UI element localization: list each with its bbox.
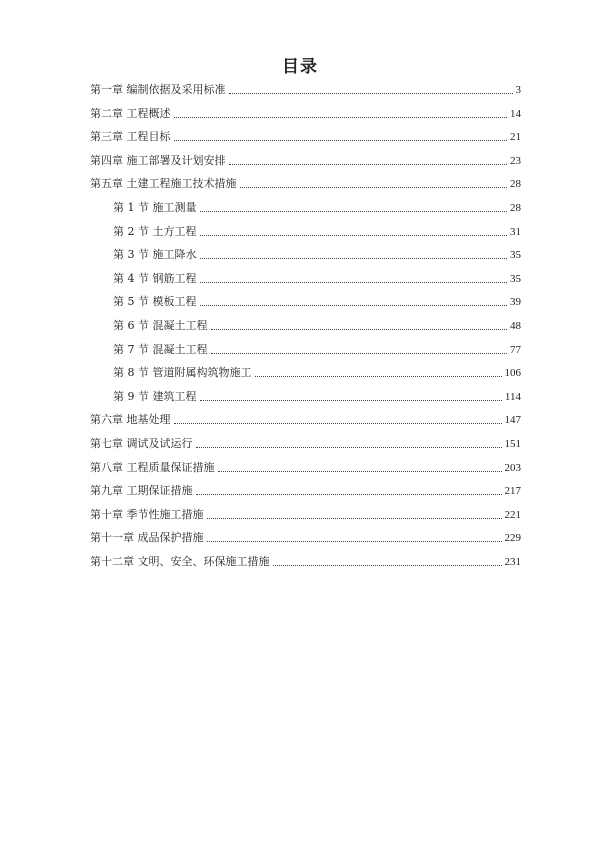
dot-leader — [240, 187, 508, 188]
toc-title: 目录 — [282, 57, 318, 77]
toc-entry-page-number: 23 — [510, 154, 521, 167]
toc-entry-page-number: 114 — [504, 390, 521, 403]
toc-entry-label: 第 1 节 施工测量 — [113, 201, 197, 214]
toc-entry-label: 第二章 工程概述 — [90, 106, 171, 120]
toc-entry-page-number: 28 — [510, 178, 521, 191]
toc-entry-page-number: 21 — [510, 131, 521, 144]
dot-leader — [200, 282, 508, 283]
toc-chapter-entry[interactable] — [90, 105, 521, 121]
dot-leader — [196, 447, 502, 448]
dot-leader — [229, 93, 513, 94]
toc-entry-page-number: 35 — [510, 272, 521, 285]
toc-entry-page-number: 151 — [504, 438, 521, 450]
toc-entry-label: 第九章 工期保证措施 — [90, 484, 193, 498]
toc-entry-label: 第十一章 成品保护措施 — [90, 531, 204, 545]
toc-entry-label: 第四章 施工部署及计划安排 — [90, 153, 226, 167]
dot-leader — [174, 140, 508, 141]
dot-leader — [196, 494, 502, 495]
toc-entry-label: 第 3 节 施工降水 — [113, 248, 197, 262]
toc-chapter-entry[interactable] — [90, 128, 521, 144]
toc-entry-label: 第 9 节 建筑工程 — [113, 389, 197, 403]
toc-section-entry[interactable] — [113, 388, 521, 404]
toc-chapter-entry[interactable] — [90, 435, 521, 451]
toc-entry-label: 第 8 节 管道附属构筑物施工 — [113, 366, 252, 380]
toc-section-entry[interactable] — [113, 293, 521, 309]
toc-section-entry[interactable] — [113, 223, 521, 239]
toc-entry-label: 第七章 调试及试运行 — [90, 437, 193, 450]
toc-entry-label: 第 2 节 土方工程 — [113, 224, 197, 238]
toc-entry-label: 第十二章 文明、安全、环保施工措施 — [90, 555, 270, 568]
toc-section-entry[interactable] — [113, 246, 521, 262]
dot-leader — [200, 258, 508, 259]
toc-chapter-entry[interactable] — [90, 175, 521, 191]
dot-leader — [273, 565, 502, 566]
toc-entry-page-number: 221 — [504, 508, 521, 521]
toc-entry-page-number: 28 — [510, 202, 521, 214]
toc-entry-label: 第 6 节 混凝土工程 — [113, 319, 208, 332]
dot-leader — [255, 376, 502, 377]
dot-leader — [200, 235, 508, 236]
toc-chapter-entry[interactable] — [90, 411, 521, 427]
dot-leader — [200, 400, 502, 401]
dot-leader — [174, 423, 502, 424]
toc-entry-page-number: 106 — [504, 367, 521, 380]
dot-leader — [207, 541, 502, 542]
toc-entry-page-number: 77 — [510, 343, 521, 356]
toc-chapter-entry[interactable] — [90, 81, 521, 97]
dot-leader — [211, 353, 508, 354]
toc-entry-label: 第六章 地基处理 — [90, 413, 171, 427]
toc-entry-label: 第三章 工程目标 — [90, 130, 171, 144]
dot-leader — [218, 471, 502, 472]
toc-entry-page-number: 231 — [504, 556, 521, 568]
dot-leader — [200, 305, 508, 306]
toc-section-entry[interactable] — [113, 317, 521, 333]
toc-entry-label: 第十章 季节性施工措施 — [90, 507, 204, 521]
toc-entry-page-number: 14 — [510, 107, 521, 120]
toc-entry-page-number: 3 — [515, 84, 521, 96]
dot-leader — [200, 211, 508, 212]
toc-entry-label: 第 4 节 钢筋工程 — [113, 271, 197, 285]
toc-section-entry[interactable] — [113, 199, 521, 215]
dot-leader — [211, 329, 508, 330]
toc-chapter-entry[interactable] — [90, 152, 521, 168]
dot-leader — [207, 518, 502, 519]
toc-entry-label: 第 7 节 混凝土工程 — [113, 342, 208, 356]
toc-section-entry[interactable] — [113, 341, 521, 357]
toc-section-entry[interactable] — [113, 364, 521, 380]
dot-leader — [174, 117, 508, 118]
toc-entry-page-number: 147 — [504, 414, 521, 427]
toc-entry-page-number: 35 — [510, 249, 521, 262]
toc-entry-page-number: 31 — [510, 225, 521, 238]
toc-chapter-entry[interactable] — [90, 482, 521, 498]
toc-entry-page-number: 217 — [504, 485, 521, 498]
toc-entry-page-number: 203 — [504, 461, 521, 474]
toc-entry-label: 第八章 工程质量保证措施 — [90, 460, 215, 474]
toc-entry-page-number: 229 — [504, 532, 521, 545]
toc-entry-page-number: 48 — [510, 320, 521, 332]
toc-entry-label: 第 5 节 模板工程 — [113, 295, 197, 309]
toc-entry-label: 第五章 土建工程施工技术措施 — [90, 177, 237, 191]
toc-entry-label: 第一章 编制依据及采用标准 — [90, 83, 226, 96]
toc-chapter-entry[interactable] — [90, 459, 521, 475]
toc-section-entry[interactable] — [113, 270, 521, 286]
dot-leader — [229, 164, 508, 165]
toc-chapter-entry[interactable] — [90, 506, 521, 522]
toc-entry-page-number: 39 — [510, 296, 521, 309]
toc-chapter-entry[interactable] — [90, 553, 521, 569]
toc-chapter-entry[interactable] — [90, 529, 521, 545]
